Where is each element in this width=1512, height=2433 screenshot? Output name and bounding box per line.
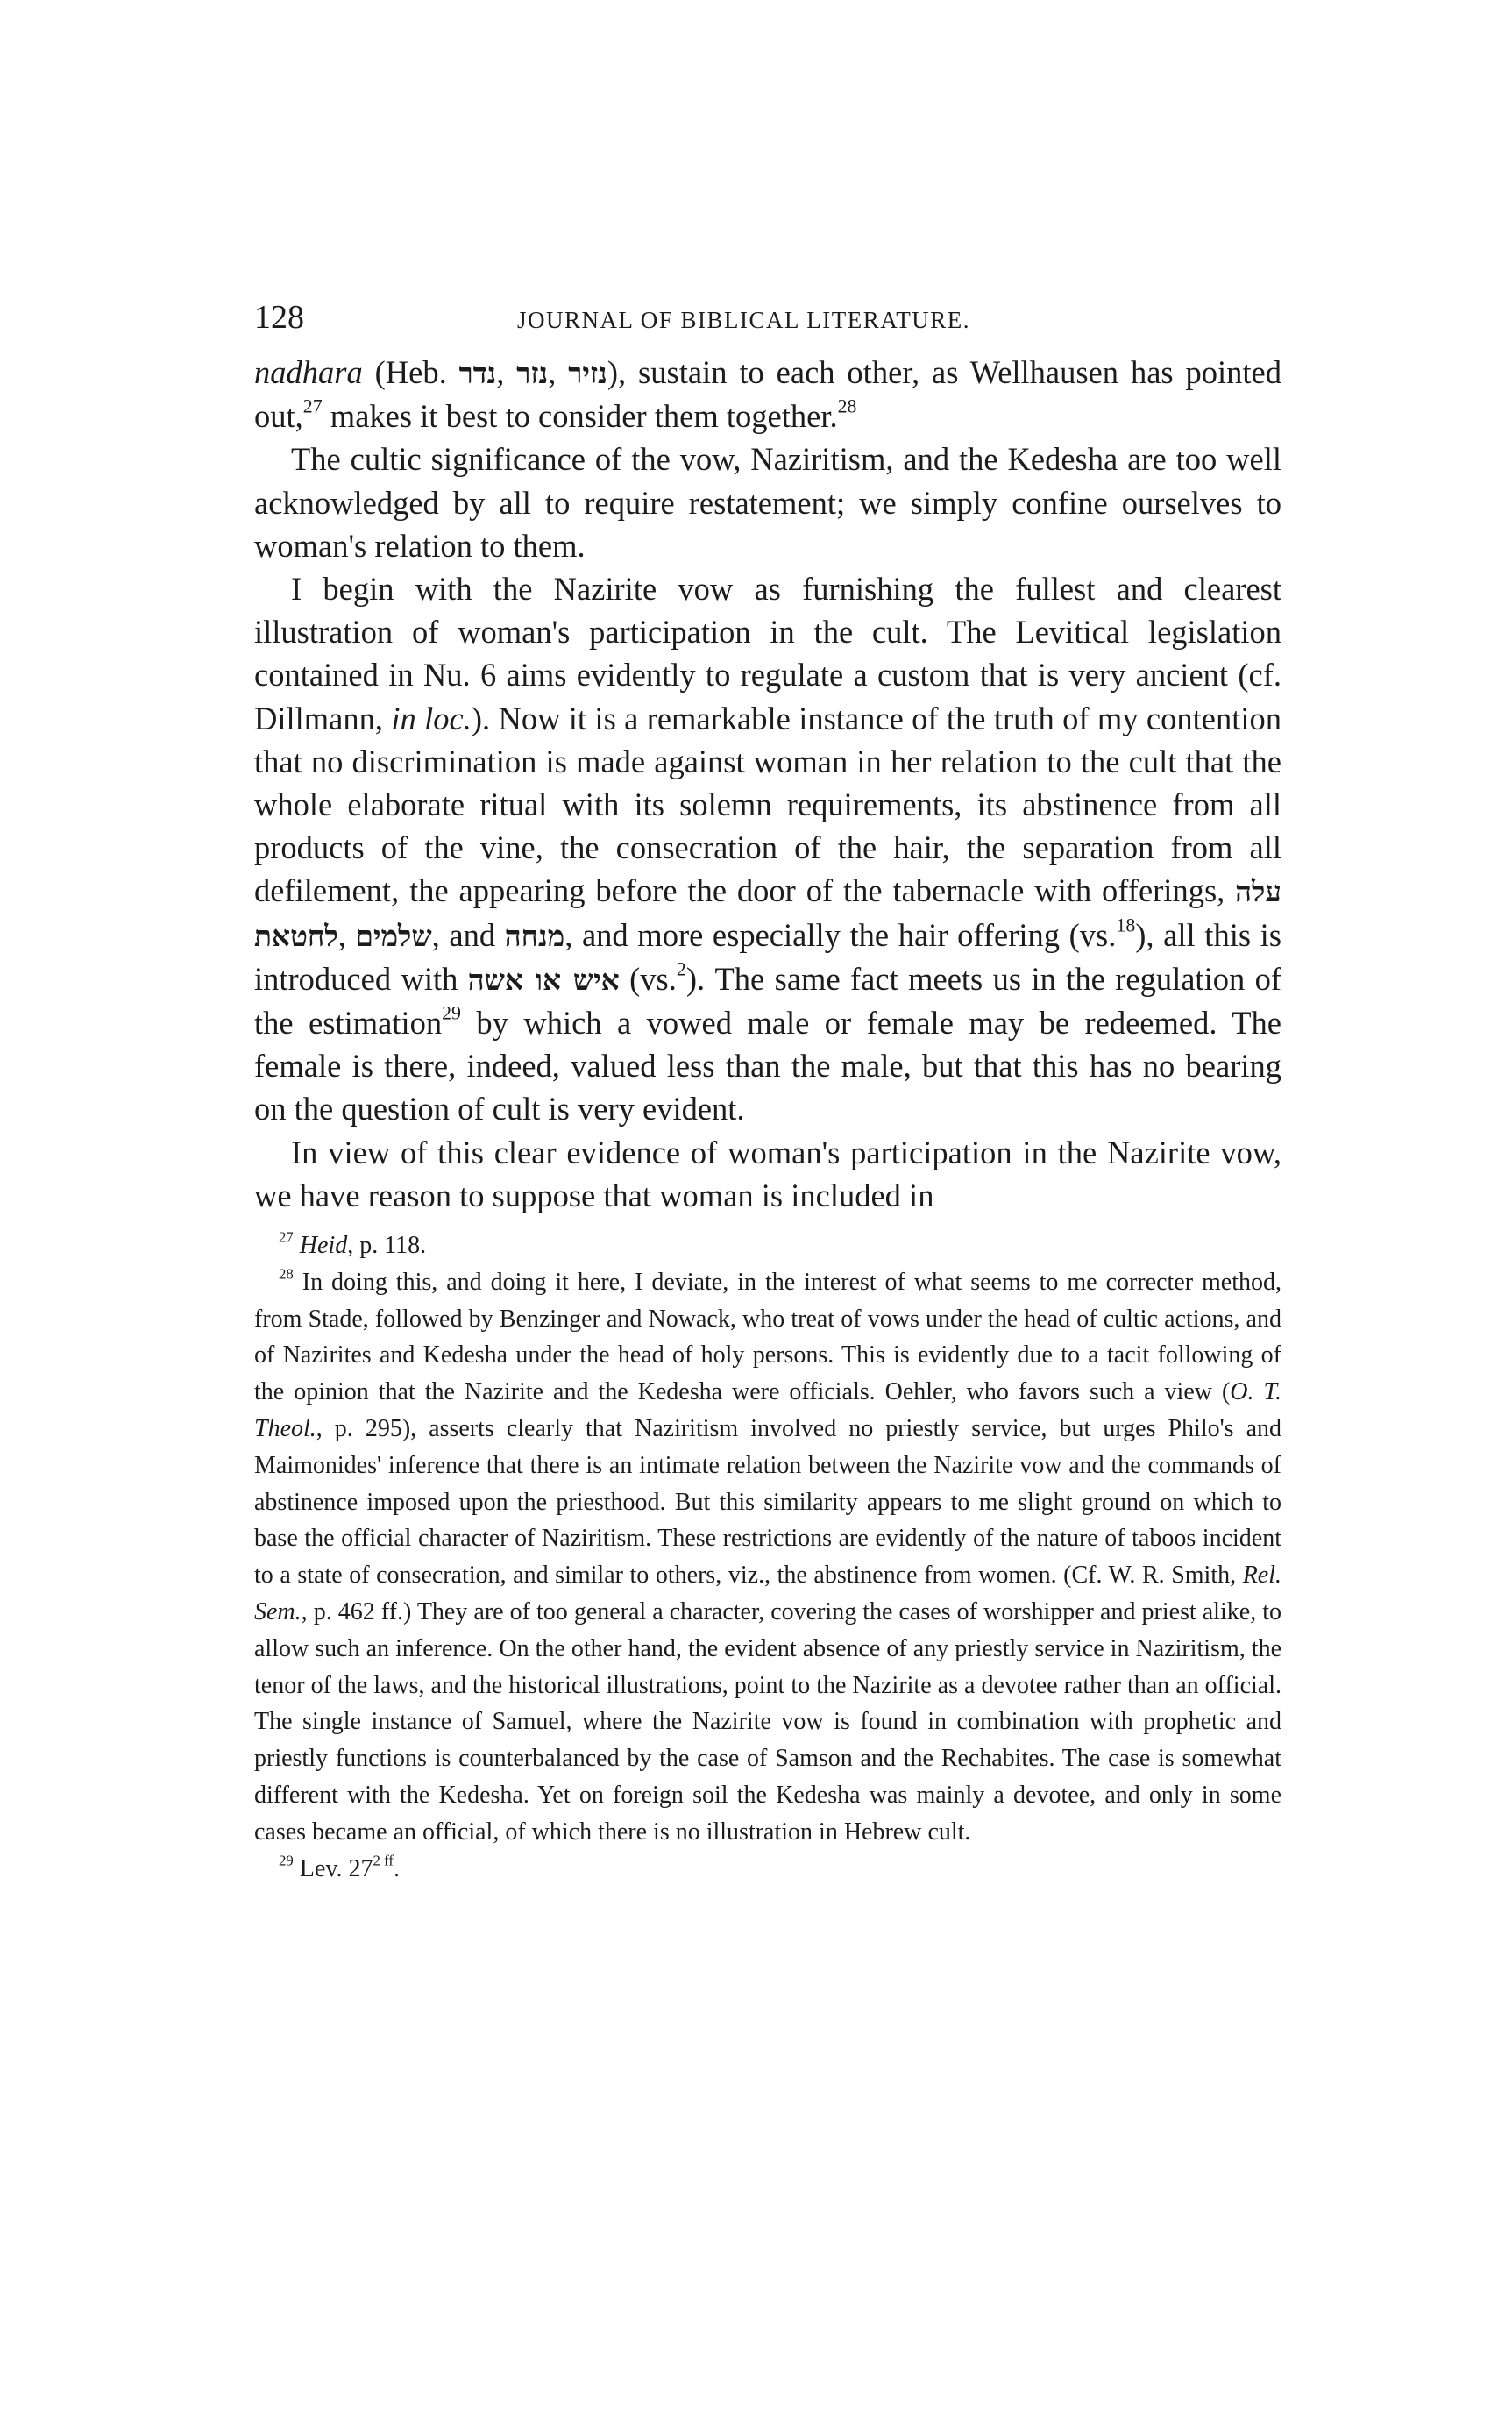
paragraph-3 <box>254 567 1281 1131</box>
hebrew-word: נזר <box>516 356 549 390</box>
hebrew-word: מנחה <box>504 918 565 953</box>
text-run: , p. 295), asserts clearly that Naziritism involved no priestly service, but urges Philo's and Maimonides' inference that there is an intimate relation between the Nazirite vow and the commands of abstinence imposed upon the priesthood. But this similarity appears to me slight ground on which to base the official character of Naziritism. These restrictions are evidently of the nature of taboos incident to a state of consecration, and similar to others, viz., the abstinence from women. (Cf. W. R. Smith, <box>254 1415 1281 1590</box>
body-text <box>254 351 1281 1217</box>
paragraph-2: The cultic significance of the vow, Naziritism, and the Kedesha are too well acknowledged by all to require restatement; we simply confine ourselves to woman's relation to them. <box>254 441 1281 564</box>
text-run: In doing this, and doing it here, I deviate, in the interest of what seems to me correcter method, from Stade, followed by Benzinger and Nowack, who treat of vows under the head of cultic actions, and of Nazirites and Kedesha under the head of holy persons. This is evidently due to a tacit following of the opinion that the Nazirite and the Kedesha were officials. Oehler, who favors such a view ( <box>254 1268 1281 1406</box>
hebrew-word: שלמים <box>355 918 432 953</box>
italic-term: nadhara <box>254 354 363 390</box>
footnote-ref: 27 <box>302 395 323 417</box>
italic-term: Rel. Sem. <box>254 1562 1281 1626</box>
footnote-number: 28 <box>279 1265 294 1283</box>
text-run: , <box>337 916 356 953</box>
text-run: , <box>548 354 569 390</box>
page-header <box>254 298 1281 351</box>
italic-term: Heid <box>299 1232 348 1260</box>
hebrew-word: איש או אשה <box>467 962 620 997</box>
text-run: (Heb. <box>362 354 459 390</box>
footnote-number: 29 <box>279 1852 294 1869</box>
text-run: . <box>393 1854 400 1882</box>
paragraph-4: In view of this clear evidence of woman's participation in the Nazirite vow, we have reason to suppose that woman is included in <box>254 1134 1281 1213</box>
paragraph-1 <box>254 351 1281 438</box>
text-run: by which a vowed male or female may be redeemed. The female is there, indeed, valued less than the male, but that this has no bearing on the question of cult is very evident. <box>254 1005 1281 1128</box>
journal-page <box>254 298 1281 1887</box>
text-run: , p. 462 ff.) They are of too general a character, covering the cases of worshipper and priest alike, to allow such an inference. On the other hand, the evident absence of any priestly service in Naziritism, the tenor of the laws, and the historical illustrations, point to the Nazirite as a devotee rather than an official. The single instance of Samuel, where the Nazirite vow is found in combination with prophetic and priestly functions is counterbalanced by the case of Samson and the Rechabites. The case is somewhat different with the Kedesha. Yet on foreign soil the Kedesha was mainly a devotee, and only in some cases became an official, of which there is no illustration in Hebrew cult. <box>254 1598 1281 1846</box>
text-run: , and more especially the hair offering (vs. <box>564 916 1117 953</box>
footnote-ref: 29 <box>442 1001 461 1024</box>
text-run: ). Now it is a remarkable instance of the truth of my contention that no discrimination is made against woman in her relation to the cult that the whole elaborate ritual with its solemn requirements, its abstinence from all products of the vine, the consecration of the hair, the separation from all defilement, the appearing before the door of the tabernacle with offerings, <box>254 700 1281 909</box>
hebrew-word: נזיר <box>568 356 607 390</box>
text-run: , <box>496 354 517 390</box>
hebrew-word: נדר <box>458 356 497 390</box>
page-number: 128 <box>254 299 304 336</box>
text-run: , p. 118. <box>347 1232 427 1260</box>
footnotes <box>254 1227 1281 1887</box>
footnote-number: 27 <box>279 1228 294 1246</box>
verse-ref: 18 <box>1116 914 1136 936</box>
text-run: (vs. <box>619 960 677 997</box>
footnote-28 <box>254 1264 1281 1851</box>
text-run: ). The same fact meets us in the regulation of the estimation <box>254 960 1282 1042</box>
footnote-27 <box>254 1227 1281 1264</box>
text-run: I begin with the Nazirite vow as furnishing the fullest and clearest illustration of woman's participation in the cult. The Levitical legislation contained in Nu. 6 aims evidently to regulate a custom that is very ancient (cf. Dillmann, <box>254 571 1281 736</box>
footnote-ref: 28 <box>837 395 857 417</box>
italic-term: O. T. Theol. <box>254 1378 1281 1443</box>
running-title: JOURNAL OF BIBLICAL LITERATURE. <box>517 307 970 333</box>
text-run: ), sustain to each other, as Wellhausen has pointed out, <box>254 354 1282 435</box>
text-run: makes it best to consider them together. <box>322 398 838 435</box>
verse-ref: 2 <box>676 957 686 980</box>
footnote-29 <box>254 1851 1281 1888</box>
verse-ref: 2 ff <box>373 1852 394 1869</box>
text-run: Lev. 27 <box>293 1854 373 1882</box>
hebrew-word: עלה לחטאת <box>254 874 1281 953</box>
text-run: ), all this is introduced with <box>254 916 1282 997</box>
text-run: , and <box>431 916 505 953</box>
italic-term: in loc. <box>391 700 472 736</box>
